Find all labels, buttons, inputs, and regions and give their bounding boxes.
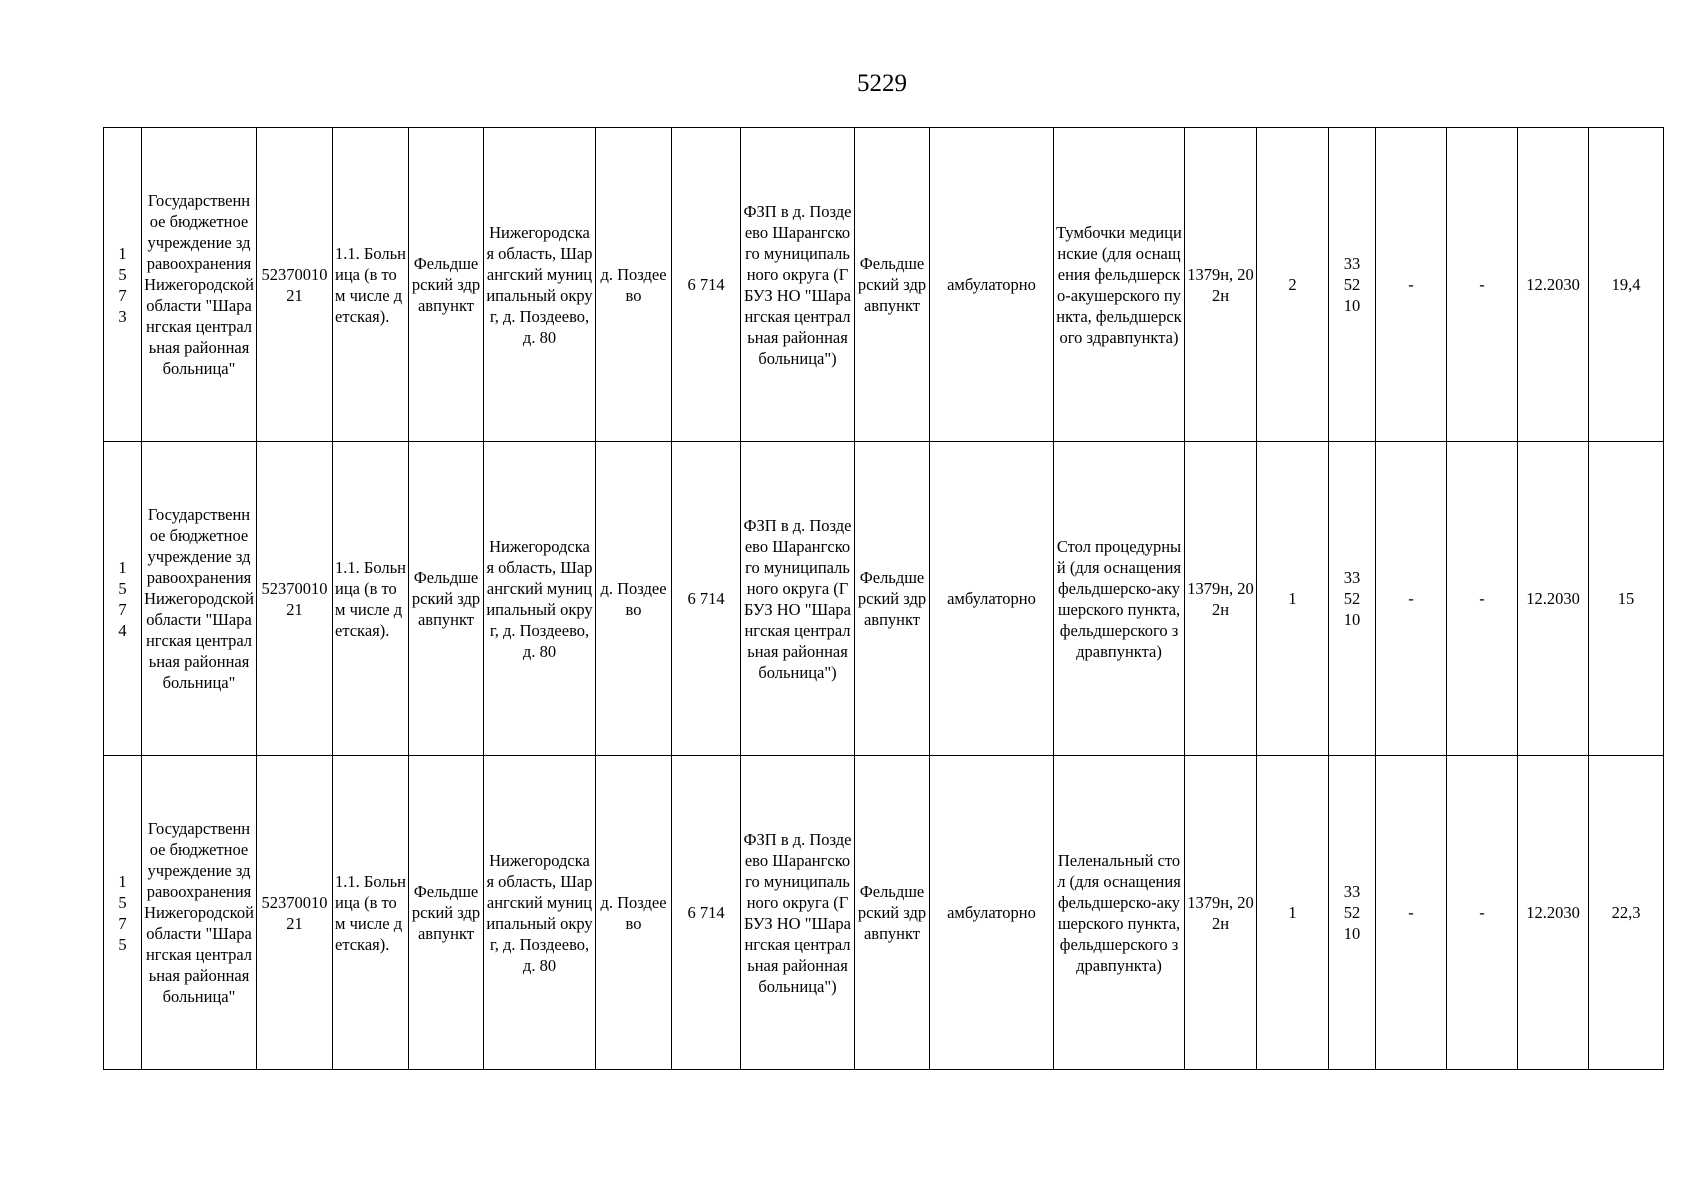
care-form-cell: амбулаторно xyxy=(930,128,1054,442)
col-b-cell: - xyxy=(1447,756,1518,1070)
unit-type-cell: Фельдшерский здравпункт xyxy=(409,128,484,442)
okpd-code-cell: 33 52 10 xyxy=(1329,442,1376,756)
care-form-cell: амбулаторно xyxy=(930,756,1054,1070)
facility-type-cell: Фельдшерский здравпункт xyxy=(855,756,930,1070)
col-a-cell: - xyxy=(1376,756,1447,1070)
table-row xyxy=(104,442,1664,756)
address-cell: Нижегородская область, Шарангский муниципальный округ, д. Поздеево, д. 80 xyxy=(484,756,596,1070)
order-cell: 1379н, 202н xyxy=(1185,128,1257,442)
unit-type-cell: Фельдшерский здравпункт xyxy=(409,756,484,1070)
date-cell: 12.2030 xyxy=(1518,756,1589,1070)
category-cell: 1.1. Больница (в том числе детская). xyxy=(333,756,409,1070)
category-cell: 1.1. Больница (в том числе детская). xyxy=(333,128,409,442)
row-number: 1 5 7 4 xyxy=(104,442,142,756)
date-cell: 12.2030 xyxy=(1518,442,1589,756)
equipment-cell: Тумбочки медицинские (для оснащения фельдшерско-акушерского пункта, фельдшерского здравпункта) xyxy=(1054,128,1185,442)
settlement-cell: д. Поздеево xyxy=(596,128,672,442)
equipment-cell: Пеленальный стол (для оснащения фельдшерско-акушерского пункта, фельдшерского здравпункта) xyxy=(1054,756,1185,1070)
order-cell: 1379н, 202н xyxy=(1185,756,1257,1070)
care-form-cell: амбулаторно xyxy=(930,442,1054,756)
price-cell: 19,4 xyxy=(1589,128,1664,442)
settlement-cell: д. Поздеево xyxy=(596,756,672,1070)
address-cell: Нижегородская область, Шарангский муниципальный округ, д. Поздеево, д. 80 xyxy=(484,128,596,442)
population-cell: 6 714 xyxy=(672,442,741,756)
date-cell: 12.2030 xyxy=(1518,128,1589,442)
page-number: 5229 xyxy=(857,70,907,97)
address-cell: Нижегородская область, Шарангский муниципальный округ, д. Поздеево, д. 80 xyxy=(484,442,596,756)
unit-type-cell: Фельдшерский здравпункт xyxy=(409,442,484,756)
facility-type-cell: Фельдшерский здравпункт xyxy=(855,442,930,756)
settlement-cell: д. Поздеево xyxy=(596,442,672,756)
code-cell: 5237001021 xyxy=(257,756,333,1070)
quantity-cell: 1 xyxy=(1257,756,1329,1070)
organization-cell: Государственное бюджетное учреждение здравоохранения Нижегородской области "Шарангская центральная районная больница" xyxy=(142,442,257,756)
quantity-cell: 1 xyxy=(1257,442,1329,756)
price-cell: 22,3 xyxy=(1589,756,1664,1070)
population-cell: 6 714 xyxy=(672,128,741,442)
quantity-cell: 2 xyxy=(1257,128,1329,442)
order-cell: 1379н, 202н xyxy=(1185,442,1257,756)
facility-cell: ФЗП в д. Поздеево Шарангского муниципального округа (ГБУЗ НО "Шарангская центральная районная больница") xyxy=(741,756,855,1070)
table-row xyxy=(104,128,1664,442)
organization-cell: Государственное бюджетное учреждение здравоохранения Нижегородской области "Шарангская центральная районная больница" xyxy=(142,128,257,442)
col-a-cell: - xyxy=(1376,442,1447,756)
col-b-cell: - xyxy=(1447,442,1518,756)
price-cell: 15 xyxy=(1589,442,1664,756)
facility-cell: ФЗП в д. Поздеево Шарангского муниципального округа (ГБУЗ НО "Шарангская центральная районная больница") xyxy=(741,128,855,442)
col-a-cell: - xyxy=(1376,128,1447,442)
facility-cell: ФЗП в д. Поздеево Шарангского муниципального округа (ГБУЗ НО "Шарангская центральная районная больница") xyxy=(741,442,855,756)
row-number: 1 5 7 5 xyxy=(104,756,142,1070)
equipment-cell: Стол процедурный (для оснащения фельдшерско-акушерского пункта, фельдшерского здравпункта) xyxy=(1054,442,1185,756)
code-cell: 5237001021 xyxy=(257,442,333,756)
population-cell: 6 714 xyxy=(672,756,741,1070)
category-cell: 1.1. Больница (в том числе детская). xyxy=(333,442,409,756)
facility-type-cell: Фельдшерский здравпункт xyxy=(855,128,930,442)
okpd-code-cell: 33 52 10 xyxy=(1329,756,1376,1070)
equipment-table xyxy=(103,127,1664,1070)
code-cell: 5237001021 xyxy=(257,128,333,442)
okpd-code-cell: 33 52 10 xyxy=(1329,128,1376,442)
col-b-cell: - xyxy=(1447,128,1518,442)
table-row xyxy=(104,756,1664,1070)
row-number: 1 5 7 3 xyxy=(104,128,142,442)
organization-cell: Государственное бюджетное учреждение здравоохранения Нижегородской области "Шарангская центральная районная больница" xyxy=(142,756,257,1070)
